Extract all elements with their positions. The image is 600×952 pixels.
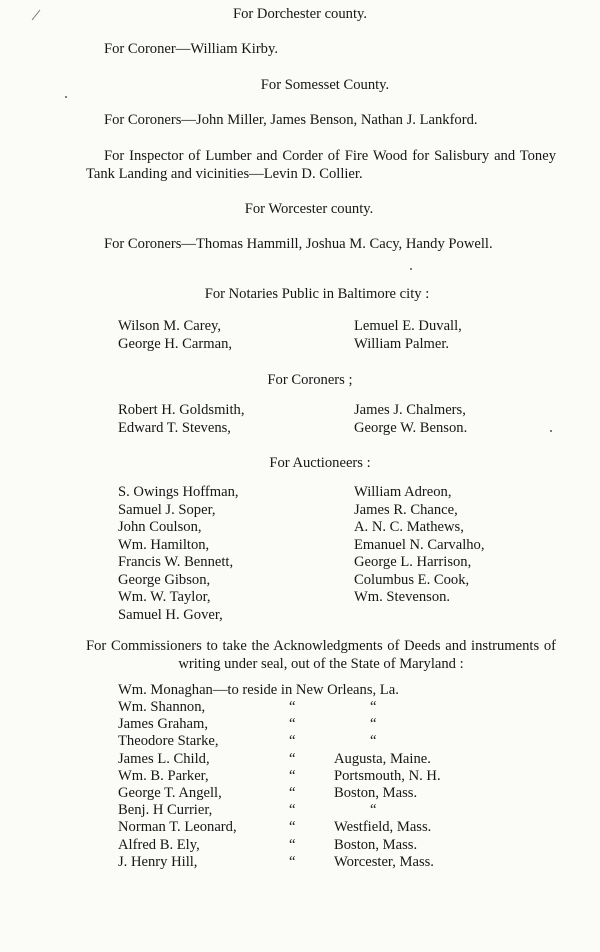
name-right: Lemuel E. Duvall, — [354, 318, 462, 334]
list-item — [118, 554, 568, 572]
table-row — [118, 837, 568, 854]
section-heading-commissioners: For Commissioners to take the Acknowledgments of Deeds and instruments of writing under seal, out of the State of Maryland : — [86, 638, 556, 672]
table-row — [118, 802, 568, 819]
somerset-coroners-paragraph: For Coroners—John Miller, James Benson, Nathan J. Lankford. — [104, 112, 478, 128]
residence: “ — [370, 802, 377, 819]
commissioners-first-line: Wm. Monaghan—to reside in New Orleans, La. — [118, 682, 399, 698]
list-item — [118, 519, 568, 537]
list-item — [118, 589, 568, 607]
name-right: William Adreon, — [354, 484, 452, 500]
name-right: William Palmer. — [354, 335, 450, 352]
residence: “ — [370, 733, 377, 750]
section-heading-dorchester: For Dorchester county. — [232, 6, 367, 22]
list-item — [118, 572, 568, 590]
name-left: Wm. W. Taylor, — [118, 589, 211, 605]
name-left: Francis W. Bennett, — [118, 554, 234, 570]
commissioner-name: Wm. Shannon, — [118, 699, 206, 715]
ditto-mark: “ — [289, 733, 296, 750]
table-row — [118, 751, 568, 768]
section-heading-worcester: For Worcester county. — [244, 201, 374, 217]
commissioner-name: Benj. H Currier, — [118, 802, 213, 819]
name-left: Samuel H. Gover, — [118, 606, 223, 623]
section-heading-notaries: For Notaries Public in Baltimore city : — [204, 286, 430, 302]
ditto-mark: “ — [289, 802, 296, 819]
commissioner-name: James L. Child, — [118, 750, 210, 767]
list-item — [118, 402, 568, 420]
name-right: A. N. C. Mathews, — [354, 519, 464, 535]
commissioner-name: James Graham, — [118, 716, 208, 733]
name-left: George Gibson, — [118, 571, 211, 588]
coroners-list — [118, 402, 568, 437]
list-item — [118, 484, 568, 502]
residence: Augusta, Maine. — [334, 750, 431, 767]
ditto-mark: “ — [289, 767, 296, 784]
commissioner-name: J. Henry Hill, — [118, 853, 198, 870]
table-row — [118, 819, 568, 836]
table-row — [118, 716, 568, 733]
name-left: Samuel J. Soper, — [118, 501, 216, 518]
worcester-coroners-paragraph: For Coroners—Thomas Hammill, Joshua M. Cacy, Handy Powell. — [104, 236, 493, 252]
table-row — [118, 785, 568, 802]
ditto-mark: “ — [289, 750, 296, 767]
scan-speck-decoration — [550, 430, 552, 432]
table-row — [118, 733, 568, 750]
residence: Worcester, Mass. — [334, 853, 434, 870]
list-item — [118, 502, 568, 520]
dorchester-coroner-line: For Coroner—William Kirby. — [104, 41, 278, 57]
residence: Westfield, Mass. — [334, 819, 432, 836]
somerset-inspector-paragraph: For Inspector of Lumber and Corder of Fire Wood for Salisbury and Toney Tank Landing and vicinities—Levin D. Collier. — [86, 148, 556, 182]
ditto-mark: “ — [289, 699, 296, 715]
section-heading-coroners: For Coroners ; — [267, 372, 353, 388]
name-right: George L. Harrison, — [354, 554, 472, 570]
scan-speck-decoration — [65, 96, 67, 98]
scan-speck-decoration — [410, 268, 412, 270]
name-left: Edward T. Stevens, — [118, 419, 231, 436]
table-row — [118, 854, 568, 871]
scan-mark-decoration — [30, 8, 42, 22]
commissioners-list — [118, 699, 568, 871]
ditto-mark: “ — [289, 716, 296, 733]
name-right: Emanuel N. Carvalho, — [354, 536, 485, 553]
commissioner-name: Wm. B. Parker, — [118, 767, 209, 784]
name-left: S. Owings Hoffman, — [118, 484, 239, 500]
list-item — [118, 537, 568, 555]
residence: Portsmouth, N. H. — [334, 767, 441, 784]
ditto-mark: “ — [289, 853, 296, 870]
commissioner-name: Alfred B. Ely, — [118, 836, 200, 853]
table-row — [118, 699, 568, 716]
residence: Boston, Mass. — [334, 836, 418, 853]
name-right: George W. Benson. — [354, 419, 468, 436]
name-left: Robert H. Goldsmith, — [118, 402, 245, 418]
list-item — [118, 336, 568, 354]
ditto-mark: “ — [289, 784, 296, 801]
residence: Boston, Mass. — [334, 784, 418, 801]
commissioner-name: Norman T. Leonard, — [118, 819, 237, 836]
section-heading-auctioneers: For Auctioneers : — [269, 455, 371, 471]
name-right: Wm. Stevenson. — [354, 589, 451, 605]
section-heading-somerset: For Somesset County. — [260, 77, 390, 93]
auctioneers-list — [118, 484, 568, 624]
list-item — [118, 607, 568, 625]
name-right: James J. Chalmers, — [354, 402, 466, 418]
name-left: Wm. Hamilton, — [118, 536, 210, 553]
name-left: George H. Carman, — [118, 335, 233, 352]
notaries-list — [118, 318, 568, 353]
name-right: Columbus E. Cook, — [354, 571, 470, 588]
commissioner-name: Theodore Starke, — [118, 733, 219, 750]
list-item — [118, 318, 568, 336]
residence: “ — [370, 716, 377, 733]
ditto-mark: “ — [289, 819, 296, 836]
ditto-mark: “ — [289, 836, 296, 853]
table-row — [118, 768, 568, 785]
name-left: John Coulson, — [118, 519, 202, 535]
name-right: James R. Chance, — [354, 501, 458, 518]
commissioner-name: George T. Angell, — [118, 784, 222, 801]
residence: “ — [370, 699, 377, 715]
name-left: Wilson M. Carey, — [118, 318, 222, 334]
list-item — [118, 420, 568, 438]
